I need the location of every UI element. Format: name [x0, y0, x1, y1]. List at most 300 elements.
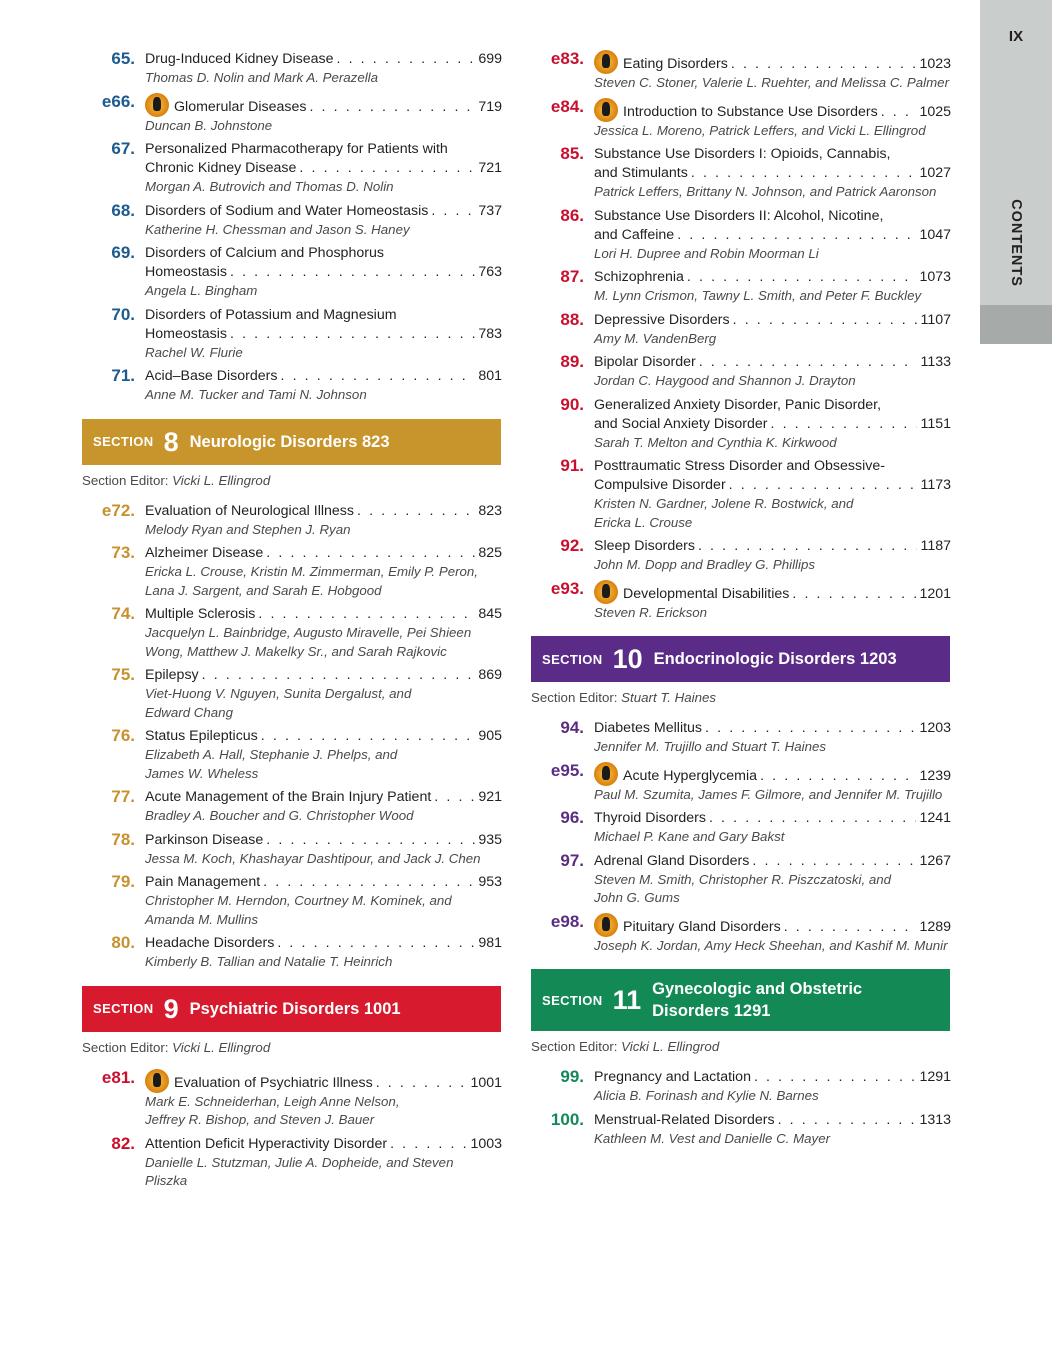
page-number-ref: 721 [478, 160, 502, 176]
chapter-title: Substance Use Disorders I: Opioids, Cannabis, [594, 146, 891, 162]
page-number-ref: 1173 [920, 477, 951, 493]
chapter-title: and Social Anxiety Disorder [594, 415, 768, 432]
chapter-authors: Ericka L. Crouse [594, 514, 693, 530]
chapter-title: and Caffeine [594, 226, 675, 243]
dot-leader [199, 666, 476, 685]
section-editor-name: Vicki L. Ellingrod [172, 472, 271, 488]
page-number-ref: 1291 [919, 1069, 951, 1085]
chapter-title-line [145, 502, 502, 521]
section-label: SECTION [542, 651, 603, 667]
online-chapter-icon [594, 98, 618, 122]
toc-entry[interactable] [531, 207, 951, 264]
chapter-title-line [145, 93, 502, 117]
chapter-authors: Edward Chang [145, 704, 233, 720]
page-number-ref: 1289 [919, 918, 951, 935]
chapter-title: Bipolar Disorder [594, 354, 696, 370]
section-header [531, 636, 950, 682]
chapter-title-line [145, 159, 502, 178]
chapter-authors: Jessica L. Moreno, Patrick Leffers, and Vicki L. Ellingrod [594, 122, 926, 138]
toc-entry[interactable] [82, 93, 502, 136]
section-header [82, 419, 501, 465]
chapter-number: e93. [550, 578, 584, 598]
chapter-title-line [145, 605, 502, 624]
toc-entry[interactable] [531, 537, 951, 575]
chapter-number: e95. [550, 760, 584, 780]
chapter-authors: Kristen N. Gardner, Jolene R. Bostwick, and [594, 496, 854, 511]
chapter-title: Chronic Kidney Disease [145, 160, 297, 176]
chapter-authors: Jeffrey R. Bishop, and Steven J. Bauer [145, 1112, 375, 1127]
toc-entry[interactable] [531, 396, 951, 453]
page-number-ref: 763 [478, 264, 502, 280]
page-number-ref: 1201 [919, 585, 951, 602]
toc-right-column [531, 50, 951, 1153]
page-number-ref: 719 [478, 98, 502, 115]
section-header [531, 969, 950, 1031]
section-editor: Section Editor: Vicki L. Ellingrod [82, 472, 271, 488]
online-chapter-icon [594, 580, 618, 604]
dot-leader [751, 1068, 916, 1087]
online-chapter-icon [594, 762, 618, 786]
chapter-number: e81. [101, 1067, 135, 1087]
chapter-title: Acute Management of the Brain Injury Patient [145, 789, 432, 805]
page-number-ref: 1047 [919, 226, 951, 243]
chapter-title-line [594, 311, 951, 330]
chapter-title: Status Epilepticus [145, 728, 258, 744]
chapter-title: Acid–Base Disorders [145, 368, 278, 384]
chapter-authors: Viet-Huong V. Nguyen, Sunita Dergalust, and [145, 686, 412, 701]
chapter-authors: Duncan B. Johnstone [145, 117, 273, 133]
toc-entry[interactable] [531, 1111, 951, 1149]
chapter-title-line [145, 1069, 502, 1093]
chapter-title-line [145, 666, 502, 685]
chapter-title-line [594, 476, 951, 495]
section-editor: Section Editor: Vicki L. Ellingrod [82, 1039, 271, 1055]
page-number-ref: 869 [478, 667, 502, 683]
toc-entry[interactable] [531, 98, 951, 141]
page-number-ref: 1003 [470, 1135, 502, 1152]
toc-entry[interactable] [531, 268, 951, 306]
chapter-number: 69. [111, 243, 135, 262]
chapter-authors: Alicia B. Forinash and Kylie N. Barnes [594, 1088, 819, 1103]
toc-entry[interactable] [82, 502, 502, 540]
page-number-ref: 801 [478, 368, 502, 384]
chapter-title: Headache Disorders [145, 935, 275, 951]
section-title: Gynecologic and Obstetric Disorders 1291 [652, 980, 863, 1020]
online-chapter-icon [145, 93, 169, 117]
chapter-title: Pregnancy and Lactation [594, 1069, 751, 1085]
page-number-ref: 1187 [920, 538, 951, 554]
dot-leader [789, 585, 916, 604]
chapter-title: Eating Disorders [594, 50, 728, 74]
chapter-number: 80. [111, 933, 135, 952]
chapter-number: 82. [111, 1133, 135, 1153]
chapter-title-line [145, 367, 502, 386]
chapter-number: 75. [111, 665, 135, 684]
chapter-title-line [145, 325, 502, 344]
chapter-title: Posttraumatic Stress Disorder and Obsessive- [594, 458, 885, 474]
chapter-title: Generalized Anxiety Disorder, Panic Disorder, [594, 396, 882, 413]
section-editor: Section Editor: Vicki L. Ellingrod [531, 1039, 720, 1054]
chapter-title: Alzheimer Disease [145, 545, 264, 561]
chapter-title-line [594, 268, 951, 287]
chapter-title: Disorders of Potassium and Magnesium [145, 306, 397, 323]
chapter-authors: Sarah T. Melton and Cynthia K. Kirkwood [594, 434, 837, 450]
dot-leader [730, 311, 918, 330]
chapter-authors: Elizabeth A. Hall, Stephanie J. Phelps, and [145, 747, 398, 762]
chapter-authors: Steven C. Stoner, Valerie L. Ruehter, and Melissa C. Palmer [594, 75, 950, 90]
page-number-ref: 1073 [919, 269, 951, 285]
chapter-number: 96. [560, 808, 584, 827]
chapter-title: Homeostasis [145, 264, 228, 280]
toc-entry[interactable] [531, 457, 951, 532]
toc-entry[interactable] [82, 873, 502, 929]
dot-leader [258, 727, 476, 746]
chapter-authors: Lori H. Dupree and Robin Moorman Li [594, 245, 819, 261]
side-tab-divider [980, 305, 1052, 344]
page-number-ref: 981 [478, 935, 502, 951]
page-number-ref: 825 [478, 545, 502, 561]
toc-entry[interactable] [82, 1135, 502, 1191]
dot-leader [706, 809, 916, 828]
chapter-authors: John M. Dopp and Bradley G. Phillips [594, 557, 815, 572]
chapter-title: Parkinson Disease [145, 831, 264, 848]
dot-leader [227, 325, 475, 344]
page-number-ref: 783 [478, 325, 502, 342]
online-chapter-icon [594, 913, 618, 937]
page-number-ref: 1239 [919, 767, 951, 784]
chapter-number: 97. [560, 850, 584, 870]
chapter-authors: Steven M. Smith, Christopher R. Piszczatoski, and [594, 871, 892, 887]
page-number-ref: 1023 [919, 56, 951, 72]
dot-leader [749, 852, 916, 871]
chapter-title: Sleep Disorders [594, 538, 695, 554]
chapter-number: 91. [560, 456, 584, 475]
chapter-title: Glomerular Diseases [145, 93, 306, 117]
section-header [82, 986, 501, 1032]
section-number: 9 [163, 993, 179, 1024]
dot-leader [263, 544, 475, 563]
chapter-authors: Lana J. Sargent, and Sarah E. Hobgood [145, 582, 382, 598]
chapter-title-line [594, 396, 951, 415]
chapter-authors: Steven R. Erickson [594, 604, 708, 620]
dot-leader [688, 164, 917, 183]
section-number: 10 [612, 644, 643, 674]
chapter-authors: Amy M. VandenBerg [594, 330, 717, 346]
dot-leader [696, 353, 918, 372]
section-editor-name: Stuart T. Haines [621, 690, 717, 705]
toc-entry[interactable] [82, 831, 502, 869]
dot-leader [296, 159, 475, 178]
chapter-title: Developmental Disabilities [594, 580, 789, 604]
chapter-title: Disorders of Sodium and Water Homeostasis [145, 202, 429, 219]
chapter-title-line [145, 202, 502, 221]
chapter-authors: Wong, Matthew J. Makelky Sr., and Sarah Rajkovic [145, 643, 447, 659]
dot-leader [306, 98, 475, 117]
dot-leader [260, 873, 475, 892]
chapter-title-line [594, 164, 951, 183]
chapter-title-line [594, 762, 951, 786]
chapter-authors: Joseph K. Jordan, Amy Heck Sheehan, and Kashif M. Munir [594, 937, 948, 953]
page-number-ref: 845 [478, 606, 502, 622]
chapter-authors: John G. Gums [594, 890, 680, 905]
chapter-number: 99. [560, 1067, 584, 1086]
chapter-number: e98. [550, 911, 584, 931]
chapter-number: 100. [550, 1109, 584, 1129]
section-number: 8 [163, 426, 179, 457]
chapter-authors: Danielle L. Stutzman, Julie A. Dopheide, and Steven [145, 1154, 454, 1170]
chapter-title-line [145, 140, 502, 159]
section-title: Neurologic Disorders 823 [189, 432, 390, 451]
chapter-title-line [594, 98, 951, 122]
toc-left-column [82, 50, 502, 1196]
chapter-title: Thyroid Disorders [594, 810, 706, 826]
chapter-authors: Michael P. Kane and Gary Bakst [594, 829, 785, 844]
chapter-title: Pain Management [145, 874, 261, 890]
chapter-title: Diabetes Mellitus [594, 720, 703, 736]
chapter-authors: Thomas D. Nolin and Mark A. Perazella [145, 70, 379, 85]
dot-leader [373, 1074, 468, 1093]
dot-leader [333, 50, 475, 69]
chapter-authors: Angela L. Bingham [145, 283, 258, 298]
chapter-number: 85. [560, 144, 584, 163]
page-number-ref: 699 [478, 51, 502, 67]
chapter-title-line [145, 788, 502, 807]
chapter-number: 79. [111, 872, 135, 891]
chapter-authors: Katherine H. Chessman and Jason S. Haney [145, 221, 410, 237]
dot-leader [274, 934, 475, 953]
dot-leader [726, 476, 918, 495]
chapter-title-line [145, 873, 502, 892]
chapter-number: e66. [101, 91, 135, 111]
chapter-authors: Patrick Leffers, Brittany N. Johnson, and Patrick Aaronson [594, 184, 937, 199]
page-number-ref: 1313 [919, 1111, 951, 1128]
toc-entry[interactable] [82, 1069, 502, 1130]
chapter-authors: Kathleen M. Vest and Danielle C. Mayer [594, 1130, 831, 1146]
page-number-ref: 823 [478, 502, 502, 519]
chapter-title-line [594, 537, 951, 556]
section-title: Endocrinologic Disorders 1203 [653, 650, 897, 668]
chapter-title: Depressive Disorders [594, 311, 730, 328]
page-number-ref: 953 [478, 874, 502, 890]
chapter-title: Substance Use Disorders II: Alcohol, Nicotine, [594, 207, 884, 224]
chapter-title: and Stimulants [594, 165, 688, 181]
chapter-title-line [594, 913, 951, 937]
toc-entry[interactable] [82, 788, 502, 826]
toc-entry[interactable] [82, 605, 502, 661]
side-tab-label: CONTENTS [1008, 199, 1024, 287]
page-number: IX [1008, 28, 1024, 45]
chapter-title: Introduction to Substance Use Disorders [594, 98, 878, 122]
chapter-title: Attention Deficit Hyperactivity Disorder [145, 1135, 388, 1152]
toc-entry[interactable] [531, 145, 951, 202]
chapter-authors: Jennifer M. Trujillo and Stuart T. Haines [594, 739, 827, 754]
dot-leader [781, 918, 917, 937]
dot-leader [674, 226, 916, 245]
chapter-title: Epilepsy [145, 667, 199, 683]
chapter-number: 70. [111, 304, 135, 324]
chapter-title-line [145, 244, 502, 263]
dot-leader [684, 268, 917, 287]
chapter-authors: Jordan C. Haygood and Shannon J. Drayton [594, 373, 856, 388]
chapter-number: 74. [111, 604, 135, 623]
chapter-title: Acute Hyperglycemia [594, 762, 757, 786]
chapter-title-line [145, 50, 502, 69]
toc-entry[interactable] [82, 306, 502, 363]
chapter-title-line [145, 544, 502, 563]
page-number-ref: 1025 [919, 103, 951, 120]
dot-leader [878, 103, 917, 122]
chapter-title-line [594, 1068, 951, 1087]
toc-entry[interactable] [531, 809, 951, 847]
page-number-ref: 1133 [920, 354, 951, 370]
chapter-authors: Morgan A. Butrovich and Thomas D. Nolin [145, 179, 394, 194]
section-editor: Section Editor: Stuart T. Haines [531, 690, 717, 705]
dot-leader [387, 1135, 467, 1154]
chapter-authors: Mark E. Schneiderhan, Leigh Anne Nelson, [145, 1093, 400, 1109]
dot-leader [431, 788, 475, 807]
chapter-authors: Kimberly B. Tallian and Natalie T. Heinrich [145, 954, 393, 969]
page-number-ref: 1107 [920, 311, 951, 328]
toc-entry[interactable] [82, 50, 502, 88]
toc-entry[interactable] [531, 913, 951, 956]
chapter-title: Disorders of Calcium and Phosphorus [145, 245, 384, 261]
chapter-authors: Pliszka [145, 1173, 188, 1188]
toc-entry[interactable] [531, 852, 951, 908]
chapter-title-line [145, 727, 502, 746]
dot-leader [775, 1111, 917, 1130]
chapter-title-line [594, 353, 951, 372]
chapter-title: Evaluation of Psychiatric Illness [145, 1069, 373, 1093]
chapter-title: Compulsive Disorder [594, 477, 726, 493]
chapter-authors: Ericka L. Crouse, Kristin M. Zimmerman, Emily P. Peron, [145, 564, 478, 579]
section-number: 11 [612, 985, 642, 1015]
section-label: SECTION [93, 1001, 154, 1016]
page-number-ref: 1203 [919, 720, 951, 736]
toc-entry[interactable] [531, 50, 951, 93]
chapter-number: 92. [560, 536, 584, 555]
chapter-title-line [594, 809, 951, 828]
chapter-number: 76. [111, 726, 135, 745]
toc-entry[interactable] [531, 311, 951, 349]
chapter-number: 89. [560, 352, 584, 371]
chapter-title-line [594, 226, 951, 245]
dot-leader [768, 415, 918, 434]
section-label: SECTION [93, 434, 154, 449]
chapter-title: Homeostasis [145, 325, 228, 342]
chapter-title-line [594, 852, 951, 871]
chapter-number: 86. [560, 205, 584, 225]
chapter-authors: Jacquelyn L. Bainbridge, Augusto Miravelle, Pei Shieen [145, 625, 472, 640]
toc-entry[interactable] [82, 544, 502, 600]
dot-leader [702, 719, 916, 738]
page-number-ref: 737 [478, 202, 502, 219]
chapter-authors: Jessa M. Koch, Khashayar Dashtipour, and Jack J. Chen [145, 850, 481, 866]
page-number-ref: 1267 [919, 852, 951, 869]
section-title: Psychiatric Disorders 1001 [189, 999, 401, 1018]
page-number-ref: 1001 [470, 1074, 502, 1091]
toc-entry[interactable] [82, 934, 502, 972]
page-number-ref: 1027 [919, 165, 951, 181]
chapter-number: 77. [111, 787, 135, 806]
chapter-title: Drug-Induced Kidney Disease [145, 51, 334, 67]
page-number-ref: 935 [478, 831, 502, 848]
dot-leader [277, 367, 475, 386]
section-editor-name: Vicki L. Ellingrod [172, 1039, 271, 1055]
chapter-number: e83. [550, 49, 584, 68]
chapter-authors: Melody Ryan and Stephen J. Ryan [145, 521, 351, 537]
toc-entry[interactable] [531, 1068, 951, 1106]
toc-entry[interactable] [531, 719, 951, 757]
dot-leader [757, 767, 916, 786]
chapter-number: 71. [111, 366, 135, 385]
chapter-authors: Paul M. Szumita, James F. Gilmore, and Jennifer M. Trujillo [594, 786, 943, 802]
dot-leader [227, 263, 475, 282]
page-number-ref: 1151 [920, 415, 951, 432]
chapter-title-line [594, 50, 951, 74]
chapter-title-line [594, 415, 951, 434]
chapter-authors: M. Lynn Crismon, Tawny L. Smith, and Peter F. Buckley [594, 288, 922, 303]
page-number-ref: 1241 [919, 810, 951, 826]
chapter-title: Adrenal Gland Disorders [594, 852, 750, 869]
chapter-number: 78. [111, 829, 135, 849]
chapter-number: 68. [111, 200, 135, 220]
chapter-number: 94. [560, 718, 584, 737]
section-editor-name: Vicki L. Ellingrod [621, 1039, 720, 1054]
chapter-number: 65. [111, 49, 135, 68]
dot-leader [428, 202, 475, 221]
chapter-number: 67. [111, 139, 135, 158]
chapter-title: Personalized Pharmacotherapy for Patients with [145, 141, 448, 157]
chapter-title-line [594, 145, 951, 164]
toc-entry[interactable] [531, 580, 951, 623]
chapter-title-line [594, 719, 951, 738]
chapter-authors: James W. Wheless [145, 765, 259, 781]
toc-entry[interactable] [531, 762, 951, 805]
chapter-number: 90. [560, 394, 584, 414]
contents-side-tab [980, 0, 1052, 344]
chapter-title-line [594, 457, 951, 476]
chapter-title-line [594, 1111, 951, 1130]
toc-entry[interactable] [82, 666, 502, 722]
toc-entry[interactable] [531, 353, 951, 391]
toc-entry[interactable] [82, 140, 502, 197]
dot-leader [354, 502, 475, 521]
toc-entry[interactable] [82, 244, 502, 301]
chapter-title: Evaluation of Neurological Illness [145, 502, 354, 519]
chapter-number: 87. [560, 267, 584, 286]
dot-leader [255, 605, 475, 624]
chapter-title: Schizophrenia [594, 269, 684, 285]
chapter-title: Pituitary Gland Disorders [594, 913, 781, 937]
chapter-authors: Rachel W. Flurie [145, 344, 243, 360]
dot-leader [728, 55, 917, 74]
toc-entry[interactable] [82, 727, 502, 783]
chapter-number: 88. [560, 309, 584, 329]
online-chapter-icon [145, 1069, 169, 1093]
chapter-authors: Christopher M. Herndon, Courtney M. Kominek, and [145, 893, 452, 908]
chapter-title-line [145, 263, 502, 282]
online-chapter-icon [594, 50, 618, 74]
chapter-authors: Bradley A. Boucher and G. Christopher Wood [145, 808, 414, 823]
page-number-ref: 921 [478, 789, 502, 805]
chapter-number: e84. [550, 96, 584, 116]
chapter-title-line [594, 580, 951, 604]
chapter-title-line [145, 934, 502, 953]
toc-entry[interactable] [82, 202, 502, 240]
toc-entry[interactable] [82, 367, 502, 405]
page-number-ref: 905 [478, 728, 502, 744]
chapter-title: Multiple Sclerosis [145, 606, 256, 622]
